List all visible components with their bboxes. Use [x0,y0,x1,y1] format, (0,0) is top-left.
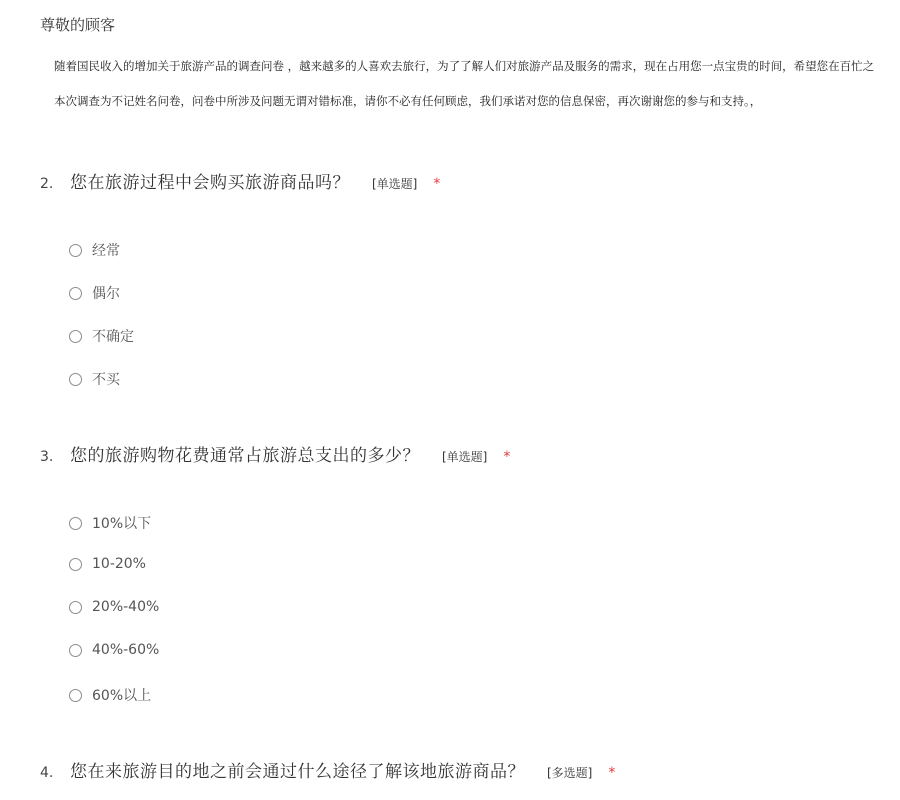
radio-unchecked-icon[interactable] [69,601,82,614]
question-title: 您的旅游购物花费通常占旅游总支出的多少？ [70,446,420,466]
option-label: 经常 [92,243,120,259]
question-type-tag: [单选题] [372,177,418,191]
question-3-header [40,441,510,466]
question-type-tag: [多选题] [547,766,593,780]
required-asterisk: * [608,765,616,781]
option-label: 20%-40% [92,599,160,615]
option-label: 60%以上 [92,688,152,704]
question-number: 4. [40,765,54,781]
option-label: 40%-60% [92,642,160,658]
option-q3-40-60[interactable] [69,642,159,658]
radio-unchecked-icon[interactable] [69,644,82,657]
question-title: 您在旅游过程中会购买旅游商品吗？ [70,173,350,193]
question-title: 您在来旅游目的地之前会通过什么途径了解该地旅游商品？ [70,762,525,782]
option-q3-under-10[interactable] [69,513,151,533]
option-q2-never[interactable] [69,369,120,389]
option-q3-over-60[interactable] [69,685,151,705]
option-label: 偶尔 [92,286,120,302]
greeting-heading: 尊敬的顾客 [40,16,116,34]
option-label: 不买 [92,372,120,388]
radio-unchecked-icon[interactable] [69,287,82,300]
radio-unchecked-icon[interactable] [69,373,82,386]
question-type-tag: [单选题] [442,450,488,464]
option-label: 10%以下 [92,516,152,532]
question-number: 2. [40,176,54,192]
radio-unchecked-icon[interactable] [69,517,82,530]
question-4-header [40,757,615,782]
radio-unchecked-icon[interactable] [69,558,82,571]
option-q2-unsure[interactable] [69,326,134,346]
option-label: 10-20% [92,556,146,572]
radio-unchecked-icon[interactable] [69,689,82,702]
option-q2-often[interactable] [69,240,120,260]
question-number: 3. [40,449,54,465]
option-label: 不确定 [92,329,134,345]
option-q3-20-40[interactable] [69,599,159,615]
radio-unchecked-icon[interactable] [69,244,82,257]
option-q2-occasionally[interactable] [69,283,120,303]
option-q3-10-20[interactable] [69,556,146,572]
radio-unchecked-icon[interactable] [69,330,82,343]
intro-text-line-2: 本次调查为不记姓名问卷，问卷中所涉及问题无谓对错标准，请你不必有任何顾虑，我们承诺对您的信息保密，再次谢谢您的参与和支持。， [54,94,762,108]
question-2-header [40,168,440,193]
required-asterisk: * [503,449,511,465]
required-asterisk: * [433,176,441,192]
intro-text-line-1: 随着国民收入的增加关于旅游产品的调查问卷 ，越来越多的人喜欢去旅行，为了了解人们对旅游产品及服务的需求，现在占用您一点宝贵的时间，希望您在百忙之 [54,59,875,73]
